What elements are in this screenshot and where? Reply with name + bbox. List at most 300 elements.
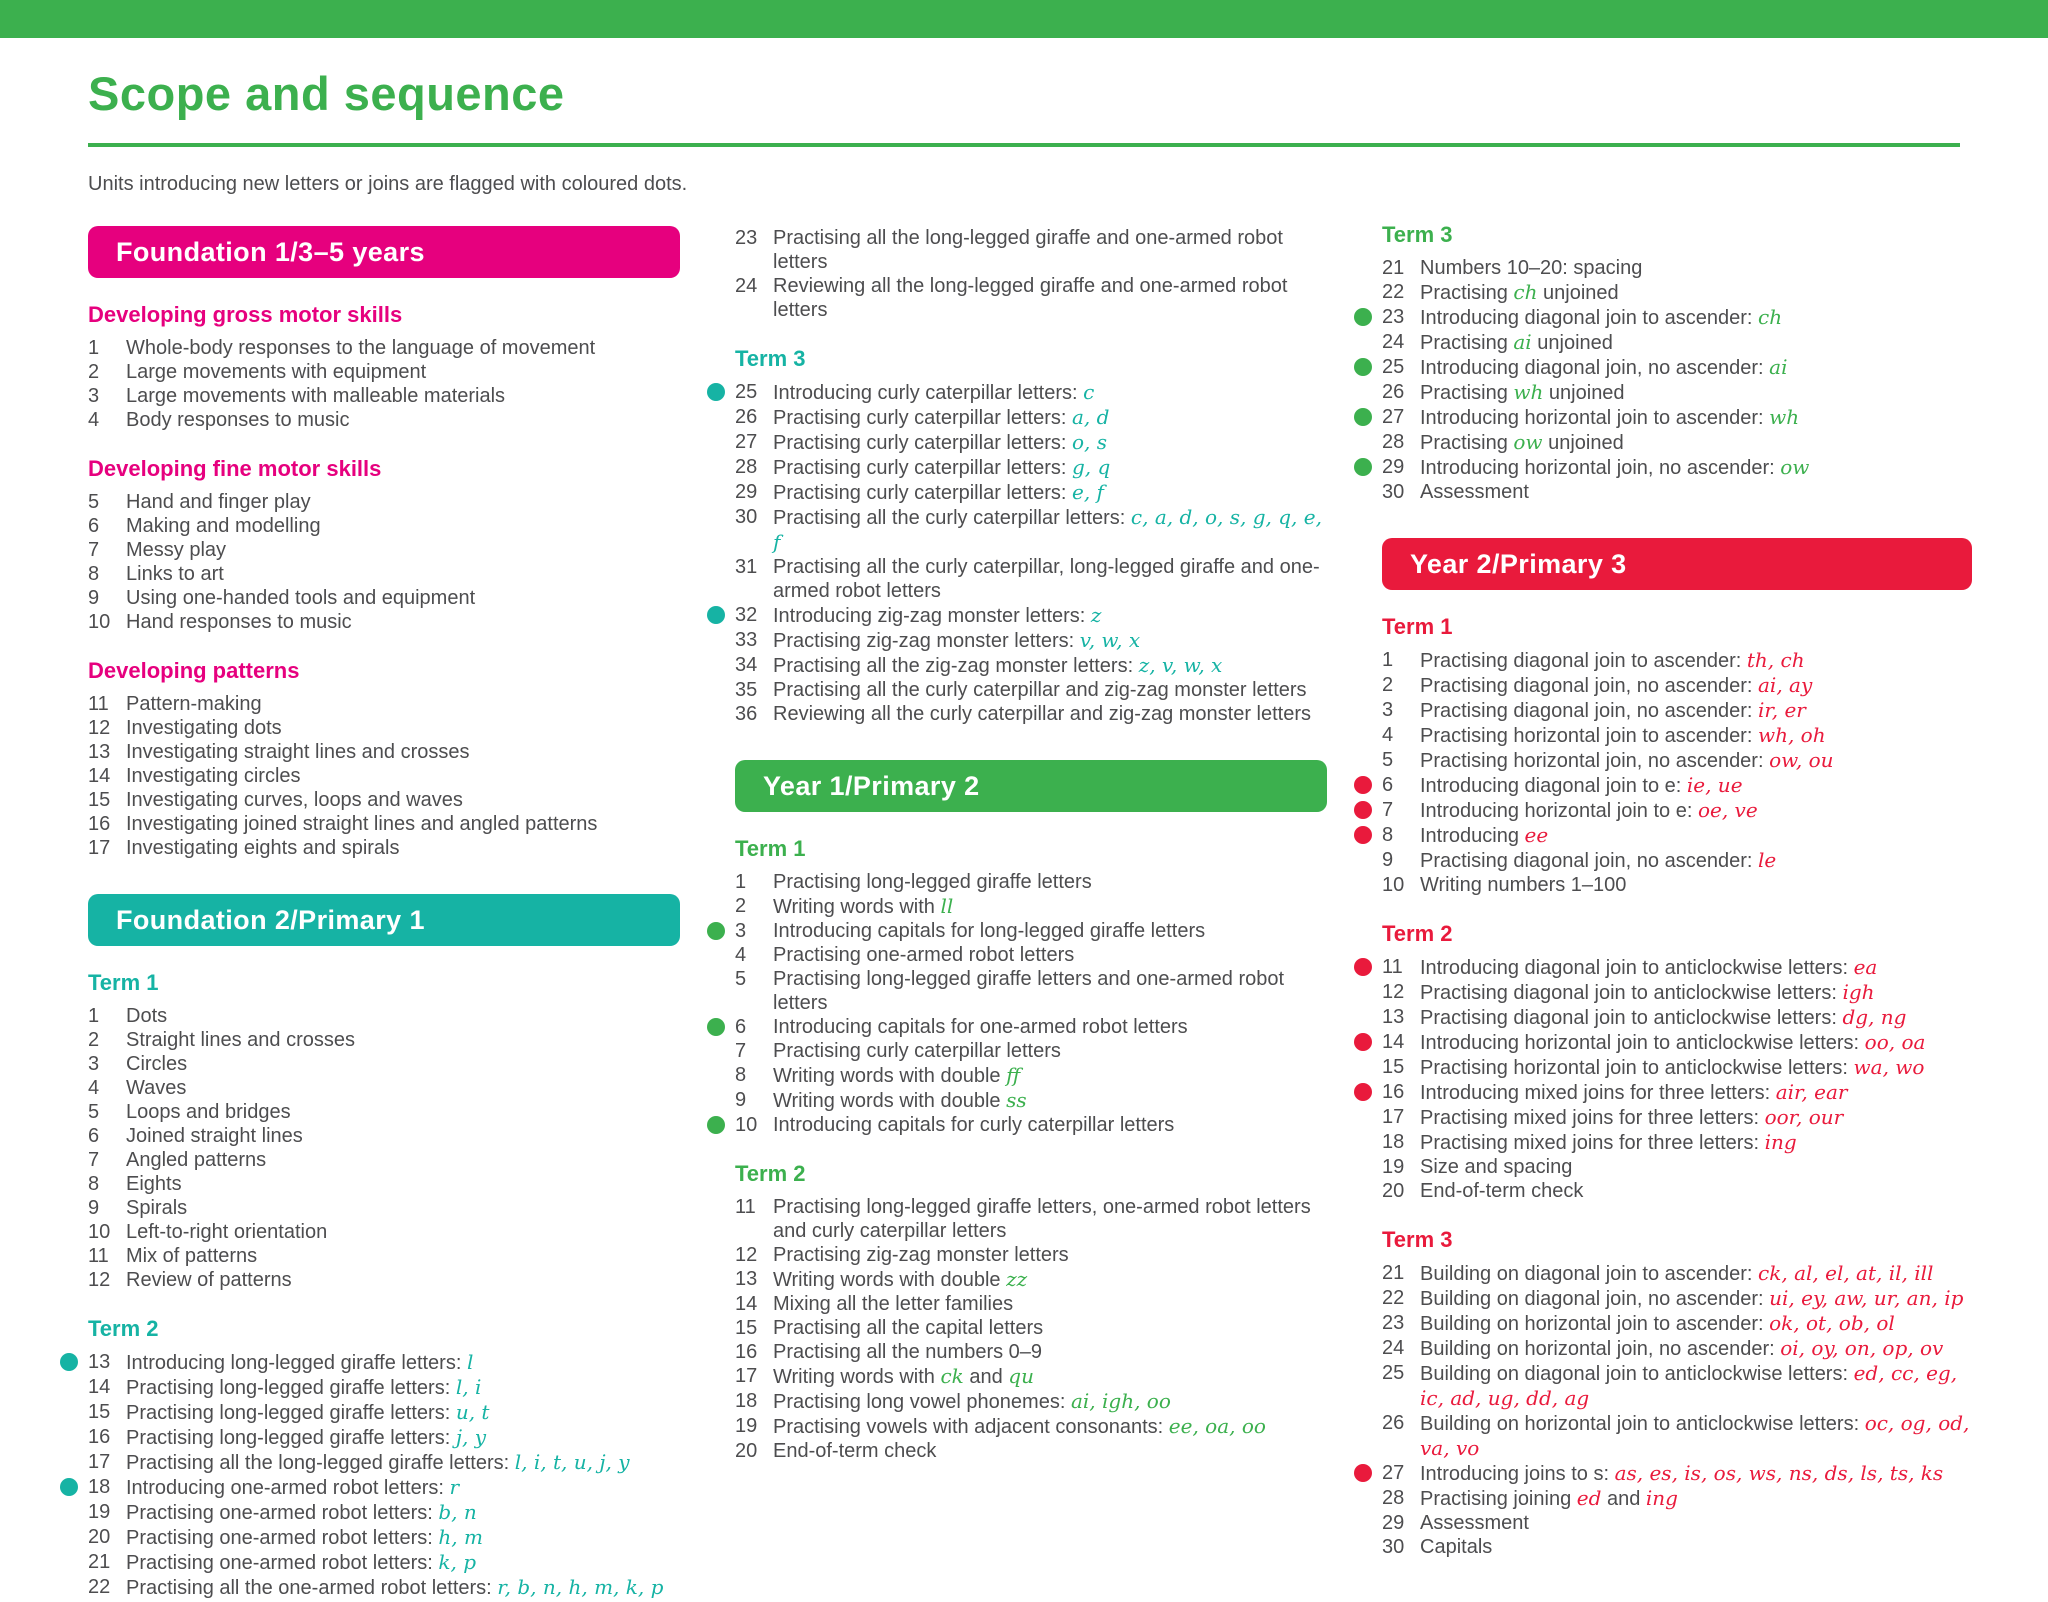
- unit-number: 9: [735, 1089, 747, 1111]
- group-heading: Term 3: [1382, 1227, 1453, 1252]
- unit-text: Assessment: [1420, 1512, 1529, 1534]
- letter-example: ing: [1645, 1486, 1678, 1510]
- letter-example: ing: [1764, 1130, 1797, 1154]
- letter-example: as, es, is, os, ws, ns, ds, ls, ts, ks: [1614, 1461, 1944, 1485]
- unit-item: [88, 538, 680, 562]
- new-letters-dot: [707, 922, 725, 940]
- unit-text: Investigating straight lines and crosses: [126, 741, 470, 763]
- group-heading: Term 2: [735, 1161, 806, 1186]
- unit-text: Practising curly caterpillar letters: g, q: [773, 455, 1111, 479]
- letter-example: o, s: [1071, 430, 1108, 454]
- unit-item: [1382, 1179, 1972, 1203]
- unit-text: Practising all the capital letters: [773, 1317, 1044, 1339]
- unit-text: Review of patterns: [126, 1269, 292, 1291]
- letter-example: u, t: [455, 1400, 490, 1424]
- new-letters-dot: [707, 1018, 725, 1036]
- unit-text: Angled patterns: [126, 1149, 267, 1171]
- section-banner-label: Foundation 1/3–5 years: [116, 236, 425, 267]
- unit-item: [88, 836, 680, 860]
- unit-text: Hand responses to music: [126, 611, 352, 633]
- unit-number: 5: [1382, 749, 1394, 771]
- unit-text: Practising diagonal join to anticlockwise letters: dg, ng: [1420, 1005, 1907, 1029]
- unit-item: [735, 1113, 1327, 1137]
- unit-number: 27: [1382, 1462, 1405, 1484]
- unit-text: Introducing capitals for one-armed robot letters: [773, 1016, 1188, 1038]
- letter-example: z, v, w, x: [1138, 653, 1223, 677]
- unit-number: 8: [735, 1064, 747, 1086]
- new-letters-dot: [1354, 1033, 1372, 1051]
- unit-item: [1382, 1361, 1972, 1411]
- unit-number: 16: [735, 1341, 758, 1363]
- letter-example: oo, oa: [1864, 1030, 1926, 1054]
- unit-item: [1382, 405, 1972, 430]
- unit-text: Practising curly caterpillar letters: [773, 1040, 1061, 1062]
- unit-number: 9: [1382, 849, 1394, 871]
- unit-text: Practising mixed joins for three letters: ing: [1420, 1130, 1797, 1154]
- unit-text: Practising horizontal join, no ascender: ow, ou: [1420, 748, 1834, 772]
- unit-item: [88, 1525, 680, 1550]
- unit-number: 18: [88, 1476, 111, 1498]
- unit-number: 2: [88, 361, 100, 383]
- unit-item: [88, 1350, 680, 1375]
- letter-example: r, b, n, h, m, k, p: [497, 1575, 664, 1599]
- letter-example: e, f: [1071, 480, 1104, 504]
- unit-text: Practising diagonal join, no ascender: ir, er: [1420, 698, 1806, 722]
- unit-item: [1382, 430, 1972, 455]
- new-letters-dot: [1354, 458, 1372, 476]
- letter-example: air, ear: [1775, 1080, 1848, 1104]
- unit-number: 24: [1382, 331, 1405, 353]
- unit-number: 29: [1382, 1512, 1405, 1534]
- unit-number: 10: [88, 611, 111, 633]
- unit-number: 4: [735, 944, 747, 966]
- unit-number: 27: [735, 431, 758, 453]
- unit-number: 17: [735, 1365, 758, 1387]
- letter-example: ow: [1513, 430, 1543, 454]
- unit-text: Practising curly caterpillar letters: a, d: [773, 405, 1110, 429]
- unit-text: Large movements with malleable materials: [126, 385, 506, 407]
- unit-text: Practising diagonal join to ascender: th, ch: [1420, 648, 1805, 672]
- unit-text: Practising zig-zag monster letters: [773, 1244, 1069, 1266]
- unit-text: Writing words with ll: [773, 894, 954, 918]
- unit-item: [88, 1268, 680, 1292]
- unit-text: Hand and finger play: [126, 491, 311, 513]
- unit-text: Investigating circles: [126, 765, 301, 787]
- unit-item: [735, 1389, 1327, 1414]
- unit-number: 13: [1382, 1006, 1405, 1028]
- unit-number: 4: [1382, 724, 1394, 746]
- unit-number: 8: [1382, 824, 1394, 846]
- title-rule: [88, 143, 1960, 147]
- unit-number: 3: [88, 385, 100, 407]
- unit-number: 26: [735, 406, 758, 428]
- unit-text: Numbers 10–20: spacing: [1420, 257, 1643, 279]
- top-green-bar: [0, 0, 2048, 38]
- unit-number: 15: [88, 789, 111, 811]
- unit-number: 20: [88, 1526, 111, 1548]
- unit-text: Practising long vowel phonemes: ai, igh, oo: [773, 1389, 1171, 1413]
- unit-text: Whole-body responses to the language of movement: [126, 337, 596, 359]
- letter-example: l, i: [455, 1375, 482, 1399]
- letter-example: k, p: [438, 1550, 477, 1574]
- unit-number: 11: [88, 1245, 109, 1267]
- unit-number: 3: [1382, 699, 1394, 721]
- unit-text: Links to art: [126, 563, 224, 585]
- unit-text: Building on diagonal join to ascender: ck, al, el, at, il, ill: [1420, 1261, 1934, 1285]
- letter-example: wh, oh: [1757, 723, 1826, 747]
- unit-item: [735, 1340, 1327, 1364]
- new-letters-dot: [60, 1478, 78, 1496]
- unit-item: [735, 405, 1327, 430]
- unit-text: Practising diagonal join, no ascender: ai, ay: [1420, 673, 1813, 697]
- unit-number: 2: [1382, 674, 1394, 696]
- unit-number: 27: [1382, 406, 1405, 428]
- unit-text: Practising ch unjoined: [1420, 280, 1619, 304]
- section-banner: [735, 760, 1327, 812]
- unit-number: 6: [88, 1125, 100, 1147]
- group-heading: Term 2: [88, 1316, 159, 1341]
- unit-number: 9: [88, 1197, 100, 1219]
- section-banner-label: Year 2/Primary 3: [1410, 548, 1627, 579]
- unit-item: [1382, 330, 1972, 355]
- unit-item: [1382, 1336, 1972, 1361]
- unit-item: [1382, 723, 1972, 748]
- unit-text: Practising joining ed and ing: [1420, 1486, 1678, 1510]
- letter-example: b, n: [438, 1500, 477, 1524]
- letter-example: r: [449, 1475, 460, 1499]
- unit-text: Assessment: [1420, 481, 1529, 503]
- unit-text: Introducing long-legged giraffe letters: l: [126, 1350, 474, 1374]
- group-heading: Developing gross motor skills: [88, 302, 403, 327]
- unit-item: [735, 603, 1327, 628]
- unit-item: [1382, 455, 1972, 480]
- unit-number: 19: [1382, 1156, 1405, 1178]
- unit-number: 29: [1382, 456, 1405, 478]
- letter-example: oe, ve: [1697, 798, 1758, 822]
- unit-number: 23: [1382, 1312, 1405, 1334]
- unit-item: [735, 1039, 1327, 1063]
- letter-example: ch: [1758, 305, 1783, 329]
- unit-number: 31: [735, 556, 758, 578]
- unit-text: Practising wh unjoined: [1420, 380, 1625, 404]
- letter-example: ow, ou: [1769, 748, 1834, 772]
- unit-item: [735, 1063, 1327, 1088]
- new-letters-dot: [707, 383, 725, 401]
- unit-text: Building on diagonal join, no ascender: ui, ey, aw, ur, an, ip: [1420, 1286, 1964, 1310]
- unit-item: [735, 628, 1327, 653]
- unit-number: 1: [88, 337, 100, 359]
- unit-list: [1382, 256, 1972, 504]
- unit-number: 8: [88, 563, 100, 585]
- unit-number: 22: [1382, 281, 1405, 303]
- unit-text: Practising long-legged giraffe letters: u, t: [126, 1400, 490, 1424]
- unit-text: Making and modelling: [126, 515, 321, 537]
- unit-text: Eights: [126, 1173, 182, 1195]
- unit-item: [1382, 798, 1972, 823]
- unit-item: [1382, 848, 1972, 873]
- unit-text: Practising horizontal join to ascender: wh, oh: [1420, 723, 1826, 747]
- letter-example: v, w, x: [1079, 628, 1141, 652]
- letter-example: wh: [1513, 380, 1544, 404]
- letter-example: zz: [1006, 1267, 1028, 1291]
- unit-item: [1382, 1030, 1972, 1055]
- unit-number: 20: [1382, 1180, 1405, 1202]
- letter-example: ck, al, el, at, il, ill: [1758, 1261, 1934, 1285]
- unit-item: [88, 1100, 680, 1124]
- unit-item: [88, 1400, 680, 1425]
- unit-item: [88, 1124, 680, 1148]
- unit-item: [1382, 823, 1972, 848]
- unit-number: 17: [88, 837, 111, 859]
- unit-item: [735, 430, 1327, 455]
- unit-list: [88, 1004, 680, 1292]
- unit-text: Introducing curly caterpillar letters: c: [773, 380, 1095, 404]
- letter-example: ie, ue: [1686, 773, 1743, 797]
- unit-number: 4: [88, 409, 100, 431]
- unit-text: Size and spacing: [1420, 1156, 1573, 1178]
- letter-example: ai: [1513, 330, 1532, 354]
- unit-item: [1382, 1311, 1972, 1336]
- letter-example: ck: [940, 1364, 964, 1388]
- unit-item: [735, 1364, 1327, 1389]
- unit-item: [88, 764, 680, 788]
- unit-text: Practising ow unjoined: [1420, 430, 1624, 454]
- unit-item: [735, 1292, 1327, 1316]
- unit-number: 10: [735, 1114, 758, 1136]
- new-letters-dot: [707, 1116, 725, 1134]
- unit-text: Investigating joined straight lines and angled patterns: [126, 813, 598, 835]
- unit-number: 13: [88, 1351, 111, 1373]
- unit-text: Practising all the numbers 0–9: [773, 1341, 1043, 1363]
- letter-example: j, y: [455, 1425, 487, 1449]
- unit-number: 14: [88, 1376, 111, 1398]
- unit-number: 11: [88, 693, 109, 715]
- letter-example: ir, er: [1758, 698, 1806, 722]
- section-banner-label: Year 1/Primary 2: [763, 770, 980, 801]
- page: [0, 66, 2048, 1602]
- unit-number: 24: [735, 275, 758, 297]
- letter-example: c, a, d, o, s, g, q, e, f: [773, 505, 1322, 554]
- unit-text: Loops and bridges: [126, 1101, 291, 1123]
- unit-number: 28: [1382, 1487, 1405, 1509]
- unit-item: [1382, 1055, 1972, 1080]
- unit-number: 25: [735, 381, 758, 403]
- group-heading: Term 3: [735, 346, 806, 371]
- unit-text: Left-to-right orientation: [126, 1221, 328, 1243]
- unit-number: 1: [735, 871, 747, 893]
- new-letters-dot: [1354, 358, 1372, 376]
- unit-number: 34: [735, 654, 758, 676]
- unit-item: [88, 1244, 680, 1268]
- unit-item: [88, 1575, 680, 1600]
- unit-item: [1382, 280, 1972, 305]
- unit-number: 18: [735, 1390, 758, 1412]
- unit-item: [88, 336, 680, 360]
- unit-number: 21: [88, 1551, 111, 1573]
- new-letters-dot: [1354, 1464, 1372, 1482]
- unit-item: [88, 1076, 680, 1100]
- unit-text: Introducing ee: [1420, 823, 1549, 847]
- unit-number: 10: [1382, 874, 1405, 896]
- unit-item: [88, 586, 680, 610]
- unit-item: [1382, 873, 1972, 897]
- unit-text: Using one-handed tools and equipment: [126, 587, 476, 609]
- unit-number: 13: [735, 1268, 758, 1290]
- unit-number: 12: [735, 1244, 758, 1266]
- unit-item: [88, 1004, 680, 1028]
- unit-item: [88, 1172, 680, 1196]
- letter-example: g, q: [1071, 455, 1111, 479]
- group-heading: Term 2: [1382, 921, 1453, 946]
- unit-item: [1382, 1411, 1972, 1461]
- unit-number: 11: [735, 1196, 756, 1218]
- letter-example: wh: [1769, 405, 1800, 429]
- unit-list: [1382, 648, 1972, 897]
- unit-number: 4: [88, 1077, 100, 1099]
- unit-number: 25: [1382, 1362, 1405, 1384]
- unit-list: [735, 870, 1327, 1137]
- unit-text: Practising vowels with adjacent consonants: ee, oa, oo: [773, 1414, 1266, 1438]
- unit-text: Writing words with double zz: [773, 1267, 1028, 1291]
- unit-item: [735, 702, 1327, 726]
- unit-text: Practising one-armed robot letters: b, n: [126, 1500, 477, 1524]
- unit-text: Practising horizontal join to anticlockwise letters: wa, wo: [1420, 1055, 1925, 1079]
- unit-item: [88, 514, 680, 538]
- unit-number: 13: [88, 741, 111, 763]
- unit-item: [735, 1195, 1327, 1243]
- unit-item: [88, 692, 680, 716]
- unit-number: 10: [88, 1221, 111, 1243]
- unit-text: Introducing diagonal join to ascender: ch: [1420, 305, 1783, 329]
- unit-number: 14: [735, 1293, 758, 1315]
- unit-item: [1382, 380, 1972, 405]
- unit-item: [1382, 698, 1972, 723]
- unit-item: [88, 1450, 680, 1475]
- group-heading: Term 1: [88, 970, 159, 995]
- unit-item: [1382, 673, 1972, 698]
- unit-item: [88, 1052, 680, 1076]
- unit-item: [88, 360, 680, 384]
- unit-item: [735, 894, 1327, 919]
- unit-text: Waves: [126, 1077, 187, 1099]
- unit-item: [1382, 1130, 1972, 1155]
- new-letters-dot: [1354, 801, 1372, 819]
- letter-example: th, ch: [1746, 648, 1805, 672]
- column-right: [1382, 222, 1972, 1561]
- unit-text: Introducing one-armed robot letters: r: [126, 1475, 460, 1499]
- unit-text: Practising long-legged giraffe letters, one-armed robot letters and curly caterpillar letters: [773, 1196, 1311, 1242]
- unit-item: [735, 505, 1327, 555]
- unit-number: 1: [1382, 649, 1394, 671]
- unit-text: Introducing horizontal join to anticlockwise letters: oo, oa: [1420, 1030, 1926, 1054]
- unit-text: Practising curly caterpillar letters: o, s: [773, 430, 1108, 454]
- unit-item: [88, 610, 680, 634]
- letter-example: z: [1090, 603, 1102, 627]
- unit-text: Introducing joins to s: as, es, is, os, ws, ns, ds, ls, ts, ks: [1420, 1461, 1944, 1485]
- unit-number: 6: [88, 515, 100, 537]
- unit-item: [88, 1196, 680, 1220]
- unit-item: [735, 1439, 1327, 1463]
- unit-number: 22: [1382, 1287, 1405, 1309]
- unit-number: 15: [88, 1401, 111, 1423]
- new-letters-dot: [60, 1353, 78, 1371]
- unit-number: 1: [88, 1005, 100, 1027]
- unit-number: 3: [735, 920, 747, 942]
- unit-item: [88, 1148, 680, 1172]
- unit-text: Building on horizontal join to anticlockwise letters: oc, og, od, va, vo: [1420, 1411, 1970, 1460]
- group-heading: Developing fine motor skills: [88, 456, 382, 481]
- unit-text: Straight lines and crosses: [126, 1029, 356, 1051]
- letter-example: oc, og, od, va, vo: [1420, 1411, 1970, 1460]
- unit-item: [1382, 1261, 1972, 1286]
- group-heading: Term 3: [1382, 222, 1453, 247]
- unit-item: [1382, 1535, 1972, 1559]
- unit-item: [1382, 1005, 1972, 1030]
- new-letters-dot: [1354, 1083, 1372, 1101]
- unit-text: Practising long-legged giraffe letters and one-armed robot letters: [773, 968, 1285, 1014]
- unit-number: 30: [1382, 481, 1405, 503]
- unit-list: [735, 226, 1327, 322]
- unit-number: 5: [735, 968, 747, 990]
- letter-example: c: [1083, 380, 1095, 404]
- unit-text: Practising all the long-legged giraffe letters: l, i, t, u, j, y: [126, 1450, 630, 1474]
- unit-number: 15: [1382, 1056, 1405, 1078]
- letter-example: igh: [1842, 980, 1875, 1004]
- unit-item: [88, 562, 680, 586]
- unit-text: Investigating curves, loops and waves: [126, 789, 463, 811]
- unit-item: [735, 555, 1327, 603]
- letter-example: ee: [1524, 823, 1549, 847]
- letter-example: a, d: [1071, 405, 1110, 429]
- letter-example: ow: [1780, 455, 1810, 479]
- unit-text: Introducing horizontal join, no ascender: ow: [1420, 455, 1810, 479]
- unit-item: [1382, 1461, 1972, 1486]
- unit-number: 30: [1382, 1536, 1405, 1558]
- unit-text: Writing words with double ss: [773, 1088, 1027, 1112]
- unit-number: 5: [88, 1101, 100, 1123]
- unit-item: [735, 380, 1327, 405]
- letter-example: ed, cc, eg, ic, ad, ug, dd, ag: [1420, 1361, 1958, 1410]
- unit-item: [735, 1088, 1327, 1113]
- unit-text: Circles: [126, 1053, 188, 1075]
- unit-text: Writing words with ck and qu: [773, 1364, 1034, 1388]
- unit-text: Practising all the zig-zag monster letters: z, v, w, x: [773, 653, 1223, 677]
- group-heading: Term 1: [1382, 614, 1453, 639]
- letter-example: ea: [1853, 955, 1878, 979]
- new-letters-dot: [707, 606, 725, 624]
- unit-list: [735, 1195, 1327, 1463]
- letter-example: ed: [1576, 1486, 1602, 1510]
- letter-example: oor, our: [1764, 1105, 1844, 1129]
- unit-number: 18: [1382, 1131, 1405, 1153]
- unit-text: Introducing diagonal join to e: ie, ue: [1420, 773, 1743, 797]
- unit-text: Joined straight lines: [126, 1125, 303, 1147]
- unit-item: [1382, 648, 1972, 673]
- unit-text: Writing words with double ff: [773, 1063, 1021, 1087]
- unit-text: Capitals: [1420, 1536, 1493, 1558]
- letter-example: l, i, t, u, j, y: [514, 1450, 630, 1474]
- unit-text: Introducing mixed joins for three letters: air, ear: [1420, 1080, 1848, 1104]
- unit-text: Practising diagonal join to anticlockwise letters: igh: [1420, 980, 1875, 1004]
- unit-item: [88, 408, 680, 432]
- letter-example: wa, wo: [1853, 1055, 1925, 1079]
- column-middle: [735, 226, 1327, 1465]
- letter-example: ch: [1513, 280, 1538, 304]
- unit-text: End-of-term check: [1420, 1180, 1584, 1202]
- unit-item: [735, 1243, 1327, 1267]
- unit-item: [88, 740, 680, 764]
- unit-item: [88, 812, 680, 836]
